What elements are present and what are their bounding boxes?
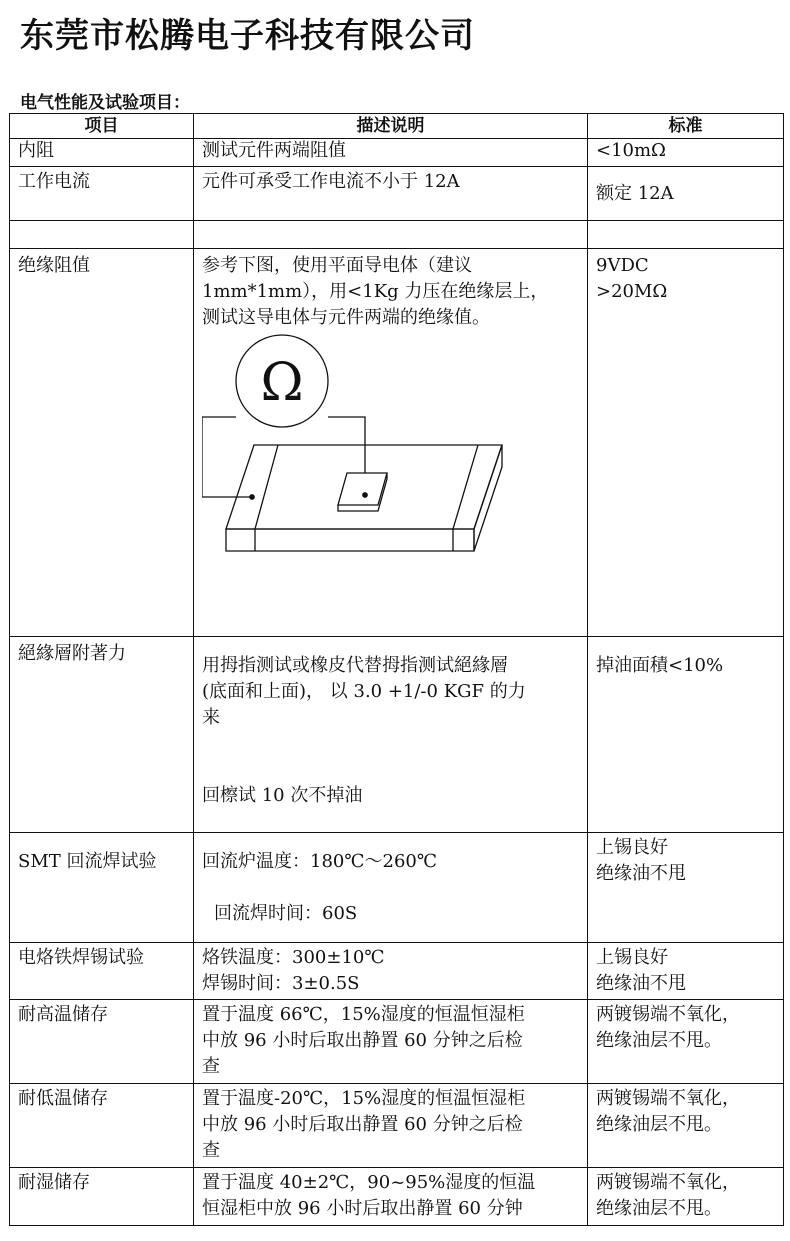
desc-cell — [194, 167, 588, 221]
desc-line: 置于温度 40±2℃，90~95%湿度的恒温 — [202, 1172, 536, 1193]
lead-wire-left — [202, 417, 252, 497]
item-cell: 絕緣層附著力 — [10, 637, 194, 833]
desc-line: 中放 96 小时后取出静置 60 分钟之后检 — [202, 1030, 523, 1051]
std-line: 额定 12A — [596, 183, 674, 204]
item-cell: 电烙铁焊锡试验 — [10, 943, 194, 1000]
item-cell: SMT 回流焊试验 — [10, 833, 194, 943]
desc-line: 查 — [202, 1056, 220, 1077]
desc-line: 回流焊时间：60S — [214, 903, 358, 924]
desc-cell — [194, 943, 588, 1000]
std-line: 掉油面積<10% — [596, 655, 724, 676]
desc-line: (底面和上面)， 以 3.0 +1/-0 KGF 的力 — [202, 681, 526, 702]
chip-front-face — [226, 529, 474, 551]
std-cell — [588, 167, 784, 221]
col-header-desc: 描述说明 — [194, 114, 588, 139]
desc-cell — [194, 249, 588, 637]
company-name: 东莞市松腾电子科技有限公司 — [20, 16, 475, 56]
item-cell: 工作电流 — [10, 167, 194, 221]
desc-line: 置于温度 66℃，15%湿度的恒温恒湿柜 — [202, 1004, 525, 1025]
conductor-pad — [338, 473, 387, 505]
table-row — [10, 249, 784, 637]
item-cell: 耐湿储存 — [10, 1168, 194, 1226]
desc-cell — [194, 1084, 588, 1168]
desc-line: 查 — [202, 1140, 220, 1161]
table-row — [10, 167, 784, 221]
std-line: 两镀锡端不氧化， — [596, 1004, 740, 1025]
std-line: >20MΩ — [596, 281, 668, 302]
std-cell — [588, 221, 784, 249]
desc-line: 参考下图，使用平面导电体（建议 — [202, 255, 472, 276]
table-header-row — [10, 114, 784, 139]
table-row — [10, 943, 784, 1000]
std-cell — [588, 139, 784, 167]
probe-dot-right — [363, 493, 367, 497]
std-line: <10mΩ — [596, 140, 666, 161]
desc-line: 置于温度-20℃，15%湿度的恒温恒湿柜 — [202, 1088, 526, 1109]
desc-line: 用拇指测试或橡皮代替拇指测试絕緣層 — [202, 655, 508, 676]
ohm-symbol: Ω — [260, 353, 304, 413]
table-row — [10, 833, 784, 943]
insulation-test-diagram — [202, 333, 522, 573]
table-row — [10, 1000, 784, 1084]
item-cell: 耐低温储存 — [10, 1084, 194, 1168]
desc-line: 测试元件两端阻值 — [202, 140, 346, 161]
desc-line: 恒湿柜中放 96 小时后取出静置 60 分钟 — [202, 1198, 523, 1219]
section-title: 电气性能及试验项目： — [20, 93, 190, 113]
std-line: 上锡良好 — [596, 837, 668, 858]
table-row — [10, 1168, 784, 1226]
item-cell — [10, 221, 194, 249]
table-row — [10, 139, 784, 167]
std-cell — [588, 637, 784, 833]
desc-cell — [194, 1168, 588, 1226]
table-row — [10, 637, 784, 833]
desc-line: 烙铁温度：300±10℃ — [202, 947, 385, 968]
item-cell: 耐高温储存 — [10, 1000, 194, 1084]
desc-cell — [194, 139, 588, 167]
desc-line: 1mm*1mm），用<1Kg 力压在绝缘层上， — [202, 281, 549, 302]
desc-line: 回檫试 10 次不掉油 — [202, 785, 363, 806]
std-cell — [588, 833, 784, 943]
std-line: 上锡良好 — [596, 947, 668, 968]
desc-line: 焊锡时间：3±0.5S — [202, 973, 360, 994]
std-line: 绝缘油层不甩。 — [596, 1030, 722, 1051]
std-line: 绝缘油层不甩。 — [596, 1198, 722, 1219]
std-cell — [588, 1000, 784, 1084]
item-cell: 内阻 — [10, 139, 194, 167]
std-line: 绝缘油不甩 — [596, 973, 686, 994]
col-header-item: 项目 — [10, 114, 194, 139]
std-line: 两镀锡端不氧化， — [596, 1088, 740, 1109]
item-cell: 绝缘阻值 — [10, 249, 194, 637]
probe-dot-left — [250, 495, 254, 499]
desc-cell — [194, 637, 588, 833]
desc-line: 来 — [202, 707, 220, 728]
std-line: 9VDC — [596, 255, 649, 276]
desc-line: 元件可承受工作电流不小于 12A — [202, 171, 460, 192]
std-cell — [588, 1168, 784, 1226]
left-terminal-line — [255, 445, 278, 551]
desc-cell — [194, 221, 588, 249]
table-row — [10, 221, 784, 249]
desc-cell — [194, 833, 588, 943]
desc-line: 回流炉温度：180℃～260℃ — [202, 851, 437, 872]
std-line: 绝缘油不甩 — [596, 863, 686, 884]
table-row — [10, 1084, 784, 1168]
spec-table — [9, 113, 784, 1226]
std-cell — [588, 943, 784, 1000]
chip-side-face — [474, 445, 502, 551]
std-line: 绝缘油层不甩。 — [596, 1114, 722, 1135]
desc-line: 测试这导电体与元件两端的绝缘值。 — [202, 307, 490, 328]
desc-line: 中放 96 小时后取出静置 60 分钟之后检 — [202, 1114, 523, 1135]
std-line: 两镀锡端不氧化， — [596, 1172, 740, 1193]
col-header-std: 标准 — [588, 114, 784, 139]
desc-cell — [194, 1000, 588, 1084]
std-cell — [588, 1084, 784, 1168]
std-cell — [588, 249, 784, 637]
